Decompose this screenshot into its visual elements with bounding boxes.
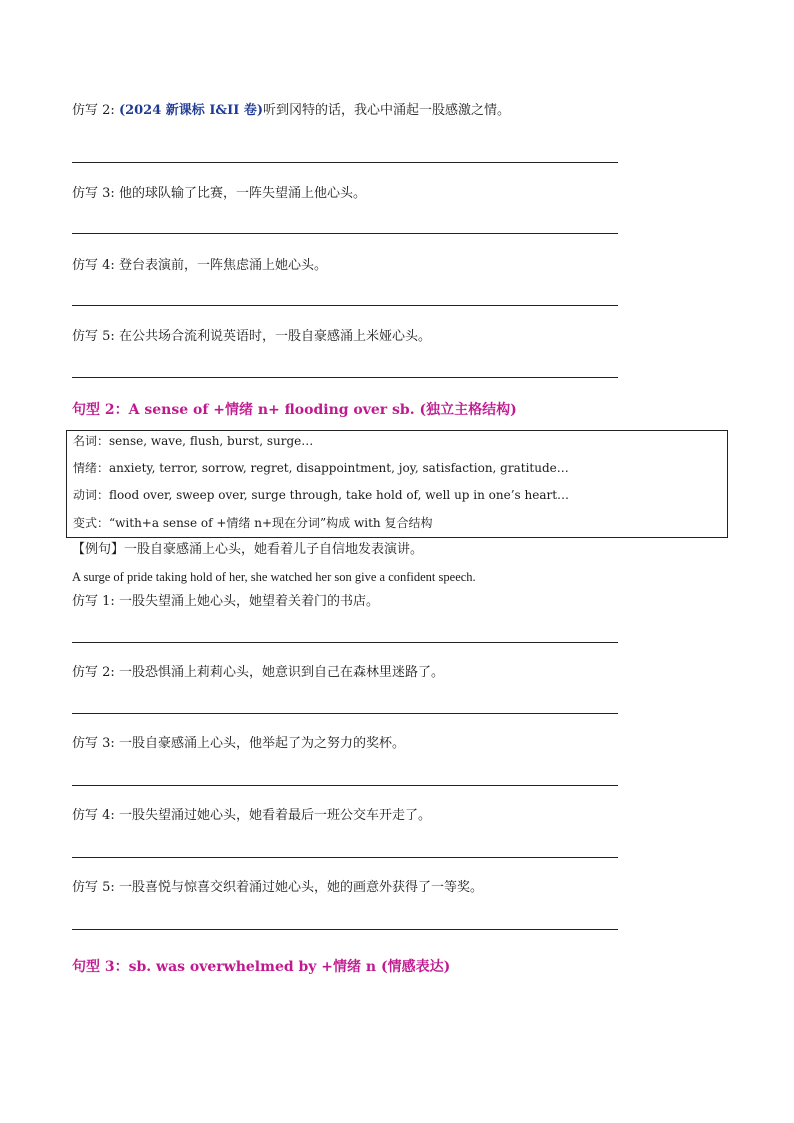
exercise-prefix: 仿写 4: <box>72 258 115 273</box>
vocabulary-box <box>66 430 728 538</box>
exercise-5 <box>72 328 431 346</box>
answer-line[interactable] <box>72 642 618 643</box>
p2-exercise-4 <box>72 807 431 825</box>
answer-line[interactable] <box>72 305 618 306</box>
exercise-2 <box>72 102 510 120</box>
exercise-prefix: 仿写 2: <box>72 103 115 118</box>
box-verbs: 动词：flood over, sweep over, surge through, take hold of, well up in one’s heart… <box>73 488 570 502</box>
box-nouns: 名词：sense, wave, flush, burst, surge… <box>73 434 314 448</box>
exercise-prompt: 听到冈特的话，我心中涌起一股感激之情。 <box>262 103 510 118</box>
exercise-4 <box>72 257 327 275</box>
answer-line[interactable] <box>72 929 618 930</box>
exercise-prefix: 仿写 5: <box>72 329 115 344</box>
exercise-prompt: 他的球队输了比赛，一阵失望涌上他心头。 <box>118 186 366 201</box>
example-chinese: 【例句】一股自豪感涌上心头，她看着儿子自信地发表演讲。 <box>72 542 424 557</box>
exercise-prompt: 一股恐惧涌上莉莉心头，她意识到自己在森林里迷路了。 <box>118 665 444 680</box>
exercise-prompt: 一股失望涌过她心头，她看着最后一班公交车开走了。 <box>118 808 431 823</box>
box-emotions: 情绪：anxiety, terror, sorrow, regret, disappointment, joy, satisfaction, gratitude… <box>73 461 569 475</box>
box-variant: 变式：“with+a sense of +情绪 n+现在分词”构成 with 复合结构 <box>73 516 433 530</box>
p2-exercise-1 <box>72 593 379 611</box>
p2-exercise-2 <box>72 664 444 682</box>
p2-exercise-3 <box>72 735 405 753</box>
pattern-3-heading: 句型 3：sb. was overwhelmed by +情绪 n (情感表达) <box>72 959 451 975</box>
exercise-prompt: 登台表演前，一阵焦虑涌上她心头。 <box>118 258 327 273</box>
exercise-prefix: 仿写 2: <box>72 665 115 680</box>
answer-line[interactable] <box>72 713 618 714</box>
exercise-prompt: 在公共场合流利说英语时，一股自豪感涌上米娅心头。 <box>118 329 431 344</box>
exercise-prompt: 一股自豪感涌上心头，他举起了为之努力的奖杯。 <box>118 736 405 751</box>
answer-line[interactable] <box>72 785 618 786</box>
exercise-prefix: 仿写 4: <box>72 808 115 823</box>
exercise-prefix: 仿写 3: <box>72 186 115 201</box>
example-english: A surge of pride taking hold of her, she watched her son give a confident speech. <box>72 570 476 584</box>
exercise-prompt: 一股喜悦与惊喜交织着涌过她心头，她的画意外获得了一等奖。 <box>118 880 483 895</box>
answer-line[interactable] <box>72 857 618 858</box>
p2-exercise-5 <box>72 879 483 897</box>
exercise-prefix: 仿写 1: <box>72 594 115 609</box>
answer-line[interactable] <box>72 377 618 378</box>
answer-line[interactable] <box>72 162 618 163</box>
exam-source: (2024 新课标 I&II 卷) <box>118 103 263 118</box>
exercise-prefix: 仿写 5: <box>72 880 115 895</box>
exercise-prefix: 仿写 3: <box>72 736 115 751</box>
exercise-prompt: 一股失望涌上她心头，她望着关着门的书店。 <box>118 594 379 609</box>
pattern-2-heading: 句型 2：A sense of +情绪 n+ flooding over sb. (独立主格结构) <box>72 402 517 418</box>
exercise-3 <box>72 185 366 203</box>
answer-line[interactable] <box>72 233 618 234</box>
